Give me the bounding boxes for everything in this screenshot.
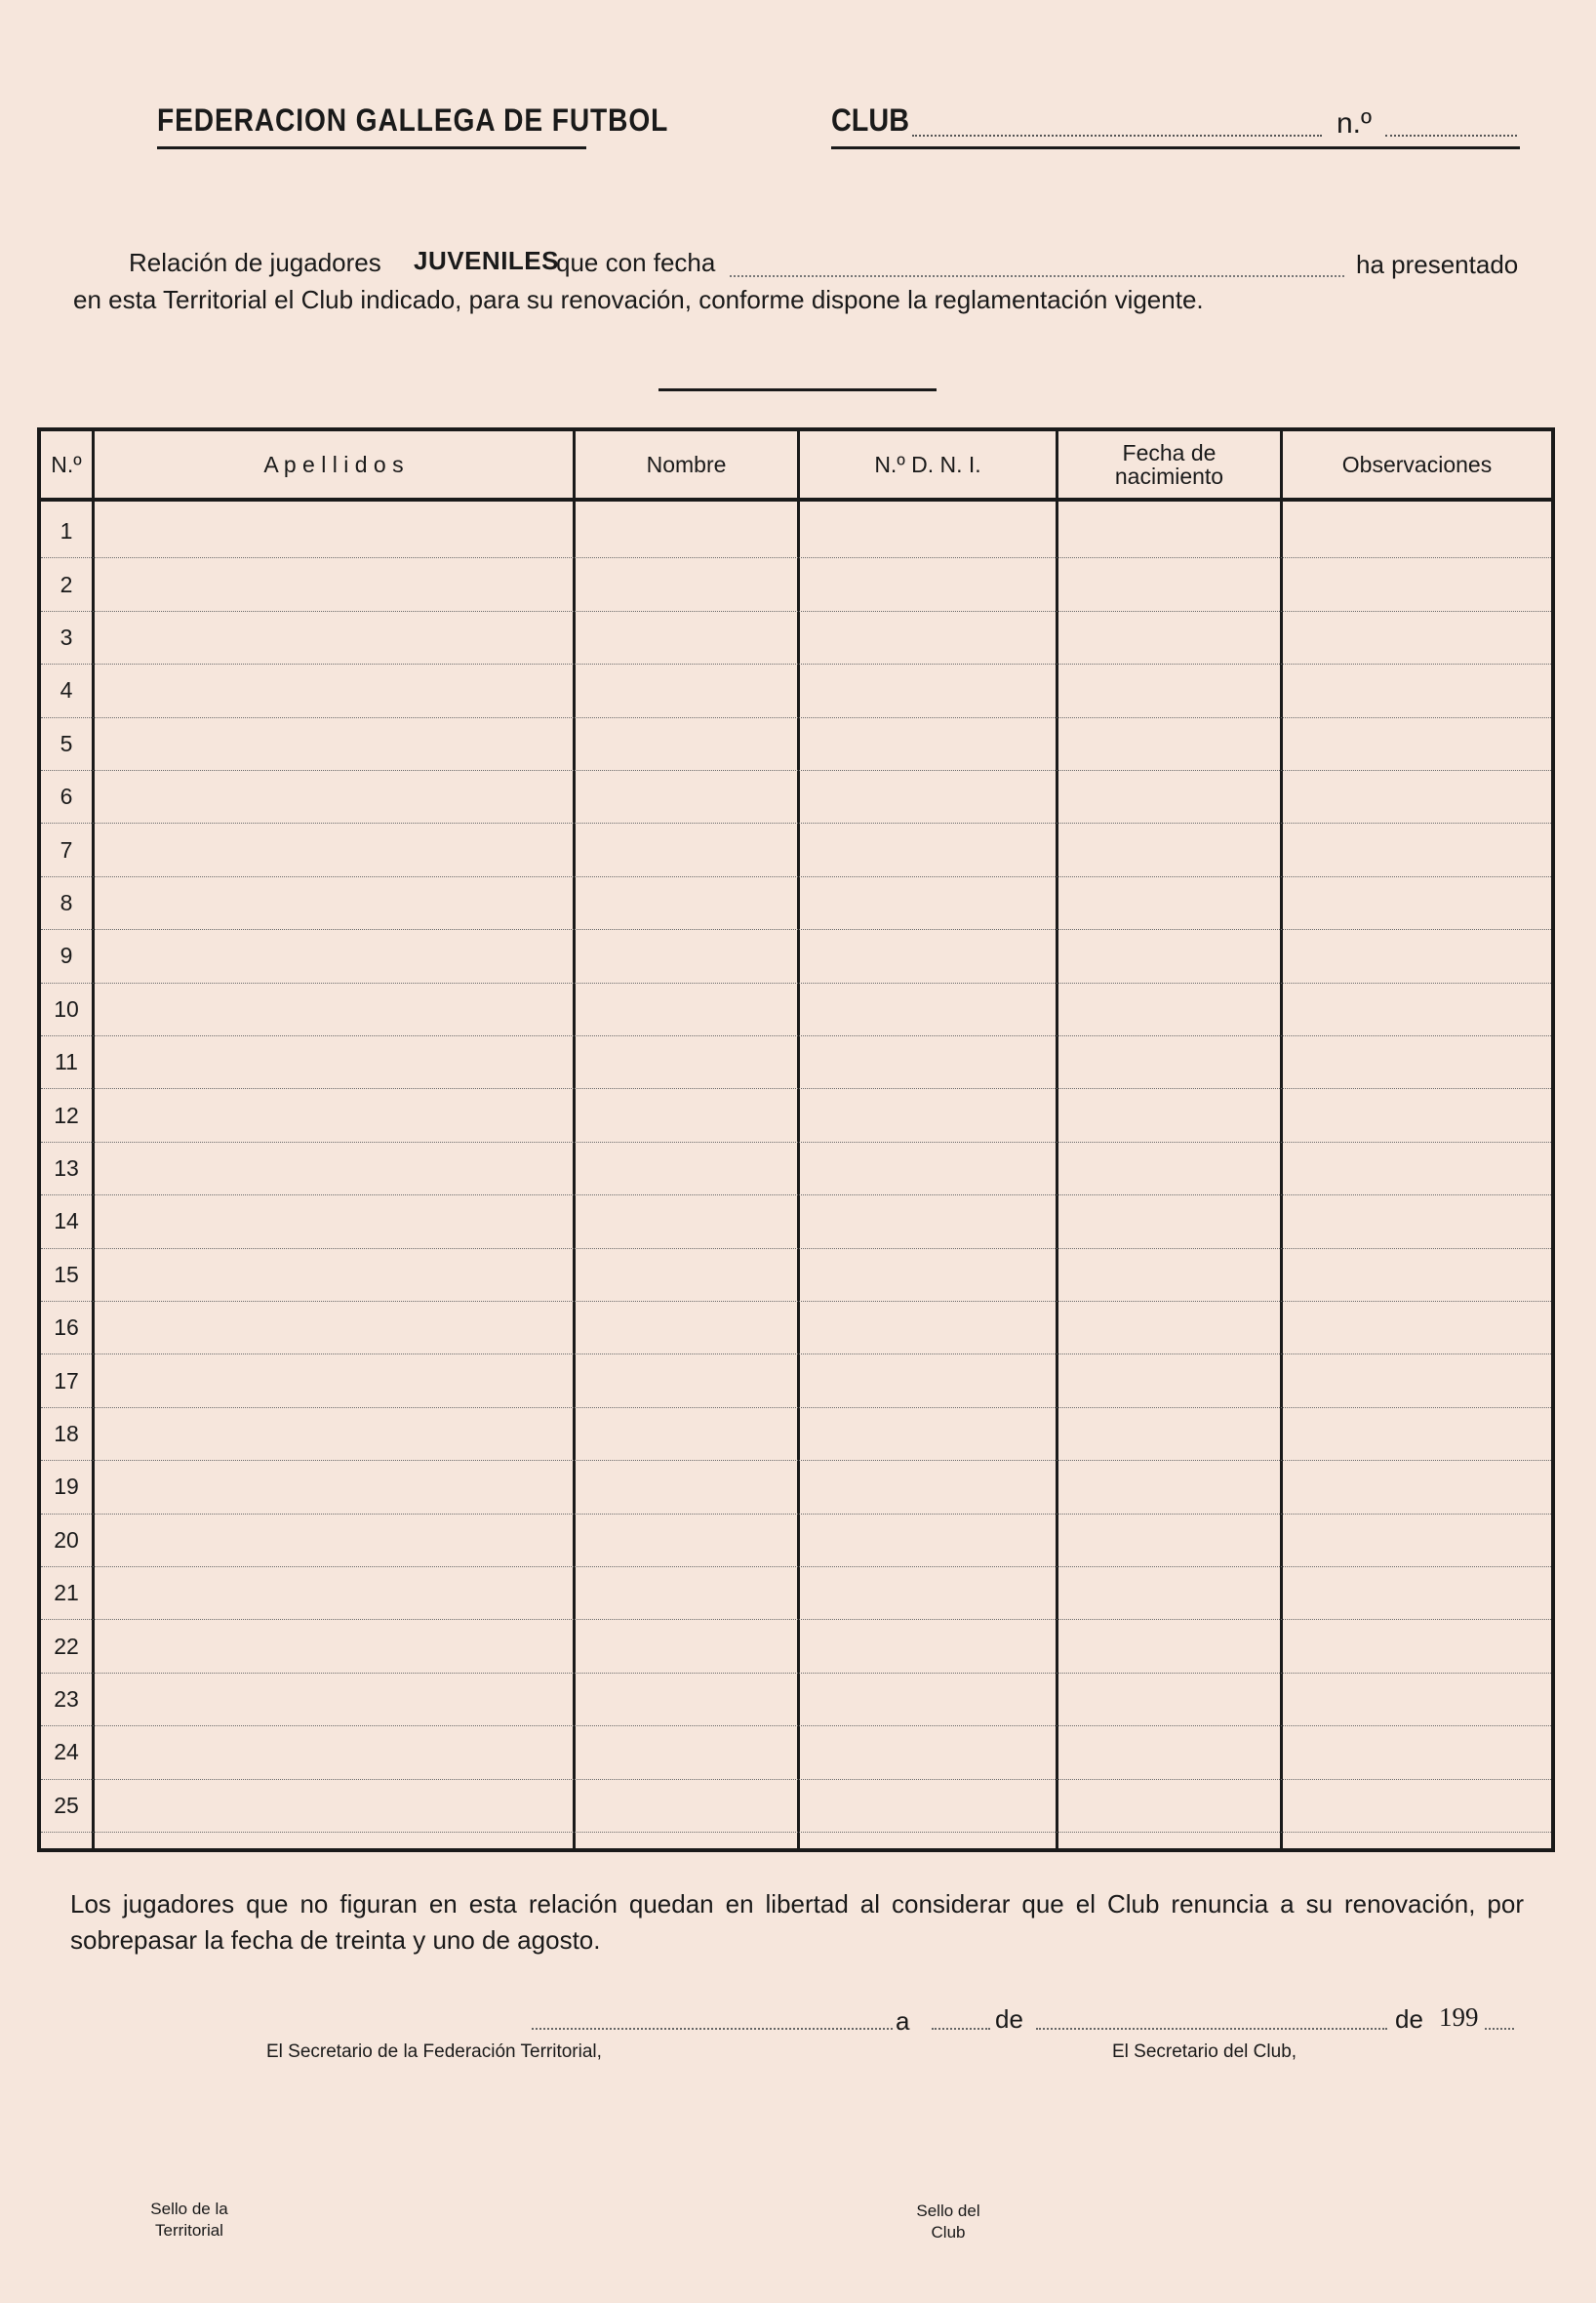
- table-row[interactable]: [41, 1302, 1551, 1354]
- row-number: 1: [60, 518, 73, 545]
- label-a: a: [896, 2006, 910, 2036]
- intro-line2: en esta Territorial el Club indicado, para su renovación, conforme dispone la reglamentación vigente.: [73, 285, 1204, 314]
- row-number: 18: [54, 1420, 79, 1446]
- row-number: 9: [60, 943, 73, 969]
- intro-category: [414, 246, 559, 276]
- place-field[interactable]: [532, 2028, 893, 2030]
- signature-federation-label: El Secretario de la Federación Territorial,: [266, 2041, 602, 2062]
- header-fecha-nacimiento: [1058, 431, 1280, 498]
- row-number: 23: [54, 1685, 79, 1712]
- date-field[interactable]: [730, 275, 1344, 277]
- year-field[interactable]: [1485, 2028, 1514, 2030]
- club-field[interactable]: [912, 135, 1322, 137]
- table-row[interactable]: [41, 824, 1551, 876]
- table-row[interactable]: [41, 558, 1551, 611]
- federation-underline: [157, 146, 586, 149]
- players-table: [37, 427, 1555, 1852]
- separator-rule: [658, 388, 937, 391]
- table-row[interactable]: [41, 1195, 1551, 1248]
- table-row[interactable]: [41, 1036, 1551, 1089]
- intro-part2: que con fecha: [556, 248, 716, 277]
- table-row[interactable]: [41, 1461, 1551, 1514]
- number-field[interactable]: [1385, 135, 1517, 137]
- table-row[interactable]: [41, 718, 1551, 771]
- row-number: 16: [54, 1314, 79, 1341]
- table-row[interactable]: [41, 1515, 1551, 1567]
- table-row[interactable]: [41, 505, 1551, 558]
- row-number: 11: [55, 1049, 78, 1075]
- table-row[interactable]: [41, 1567, 1551, 1620]
- table-row[interactable]: [41, 984, 1551, 1036]
- stamp-club-line1: Sello del: [916, 2202, 980, 2220]
- row-number: 5: [60, 730, 73, 756]
- club-label: CLUB: [831, 102, 909, 138]
- table-row[interactable]: [41, 665, 1551, 717]
- day-field[interactable]: [932, 2028, 990, 2030]
- header-nombre: Nombre: [646, 452, 727, 477]
- table-row[interactable]: [41, 1620, 1551, 1673]
- row-number: 13: [54, 1154, 79, 1181]
- header-fecha-line2: nacimiento: [1114, 464, 1224, 489]
- table-row[interactable]: [41, 1726, 1551, 1779]
- row-number: 2: [60, 571, 73, 597]
- stamp-territorial-line2: Territorial: [155, 2221, 223, 2240]
- table-row[interactable]: [41, 771, 1551, 824]
- table-row[interactable]: [41, 877, 1551, 930]
- month-field[interactable]: [1036, 2028, 1387, 2030]
- row-number: 22: [54, 1633, 79, 1659]
- table-row[interactable]: [41, 1249, 1551, 1302]
- club-underline: [831, 146, 1520, 149]
- row-number: 20: [54, 1526, 79, 1553]
- year-prefix: 199: [1439, 2002, 1479, 2032]
- table-row[interactable]: [41, 612, 1551, 665]
- label-de2: de: [1395, 2004, 1423, 2034]
- table-row[interactable]: [41, 1780, 1551, 1833]
- table-row[interactable]: [41, 1408, 1551, 1461]
- row-number: 17: [54, 1367, 79, 1394]
- header-observaciones: Observaciones: [1341, 452, 1493, 477]
- row-number: 21: [54, 1580, 79, 1606]
- table-row[interactable]: [41, 930, 1551, 983]
- header-apellidos: A p e l l i d o s: [263, 452, 404, 477]
- row-number: 25: [54, 1792, 79, 1818]
- table-row[interactable]: [41, 1089, 1551, 1142]
- federation-title: FEDERACION GALLEGA DE FUTBOL: [157, 102, 669, 138]
- intro-part3: ha presentado: [1356, 250, 1519, 279]
- stamp-territorial-label: [131, 2199, 248, 2242]
- row-number: 12: [54, 1102, 79, 1128]
- header-num: N.º: [51, 452, 82, 477]
- label-de1: de: [995, 2004, 1023, 2034]
- table-row[interactable]: [41, 1674, 1551, 1726]
- row-number: 8: [60, 889, 73, 915]
- stamp-club-line2: Club: [931, 2223, 966, 2242]
- number-label: n.º: [1337, 107, 1372, 140]
- stamp-club-label: [890, 2201, 1007, 2243]
- table-row[interactable]: [41, 1143, 1551, 1195]
- header-fecha-line1: Fecha de: [1122, 440, 1217, 465]
- row-number: 7: [60, 836, 73, 863]
- row-number: 15: [54, 1261, 79, 1287]
- row-number: 4: [60, 677, 73, 704]
- header-dni: N.º D. N. I.: [874, 452, 981, 477]
- row-number: 10: [54, 995, 79, 1022]
- table-row[interactable]: [41, 1354, 1551, 1407]
- stamp-territorial-line1: Sello de la: [150, 2200, 228, 2218]
- row-number: 6: [60, 784, 73, 810]
- header-rule: [41, 498, 1551, 502]
- category-label: JUVENILES: [414, 246, 559, 275]
- row-number: 3: [60, 624, 73, 650]
- row-number: 24: [54, 1739, 79, 1765]
- row-number: 19: [54, 1474, 79, 1500]
- intro-part1: Relación de jugadores: [129, 248, 381, 277]
- row-number: 14: [54, 1208, 79, 1234]
- footer-notice: Los jugadores que no figuran en esta relación quedan en libertad al considerar que el Club renuncia a su renovación, por sobrepasar la fecha de treinta y uno de agosto.: [70, 1889, 1524, 1955]
- signature-club-label: El Secretario del Club,: [1112, 2041, 1297, 2062]
